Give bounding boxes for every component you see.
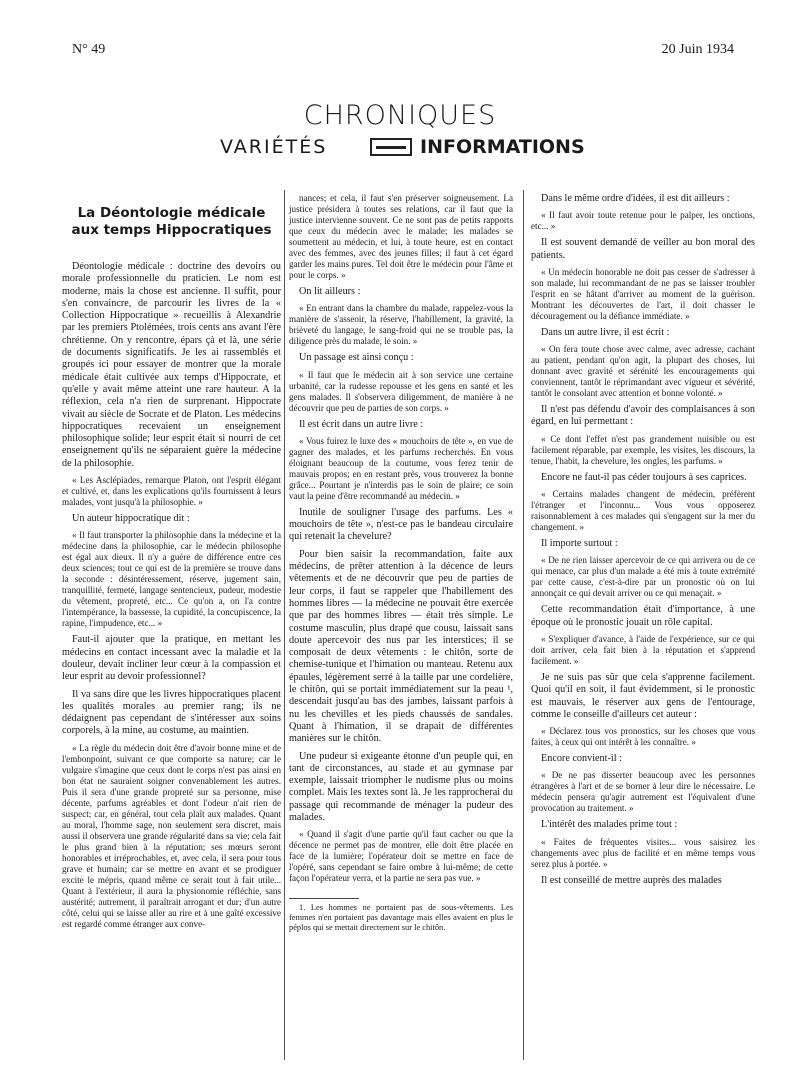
paragraph: Inutile de souligner l'usage des parfums. Les « mouchoirs de tête », n'est-ce pas le bandeau circulaire qui retenait la chevelure? [289, 506, 513, 543]
paragraph: Il est conseillé de mettre auprès des malades [541, 874, 722, 886]
quote: « Un médecin honorable ne doit pas cesser de s'adresser à son malade, lui recommandant de ne pas se laisser troubler l'esprit en se hâtant d'arriver au moment de la guérison. Montrant les découvertes de l'art, il doit chasser le découragement ou la défiance immédiate. » [531, 266, 755, 321]
column-1 [62, 205, 281, 935]
quote: « De ne rien laisser apercevoir de ce qui arrivera ou de ce qui menace, car plus d'un malade a été mis à toute extrémité par cette cause, c'est-à-dire par un pronostic où on lui annonçait ce qui devait arriver ou ce qui menaçait. » [531, 555, 755, 599]
footnote-rule [289, 898, 359, 899]
issue-number: N° 49 [72, 42, 106, 57]
quote: « On fera toute chose avec calme, avec adresse, cachant au patient, pendant qu'on agit, la plupart des choses, lui donnant avec gravité et sérénité les encouragements qui conviennent, tantôt le réprimandant avec vigueur et sévérité, tantôt le consolant avec attention et bonne volonté. » [531, 344, 755, 399]
quote: « Déclarez tous vos pronostics, sur les choses que vous faites, à ceux qui ont intérêt à les connaître. » [531, 726, 755, 748]
lead-in: L'intérêt des malades prime tout : [541, 819, 678, 831]
issue-date: 20 Juin 1934 [661, 42, 734, 57]
paragraph: Déontologie médicale : doctrine des devoirs ou morale professionnelle du praticien. Le nom est moderne, mais la chose est ancienne. Il suffit, pour s'en convaincre, de parcourir les livres de la « Collection Hippocratique » recueillis à Alexandrie par les premiers Ptolémées, trois cents ans avant l'ère chrétienne. On y rencontre, épars çà et là, une série de documents significatifs. Je les ai rassemblés et groupés ici pour essayer de montrer que la morale médicale était cultivée aux temps d'Hippocrate, et qu'elle y avait même atteint une rare hauteur. A la réflexion, cela n'a rien de surprenant. Hippocrate vivait au siècle de Socrate et de Platon. Les médecins hippocratiques recevaient un enseignement philosophique solide; leur esprit était si nourri de cet enseignement qu'ils ne séparaient guère la médecine de la philosophie. [62, 261, 281, 469]
lead-in: On lit ailleurs : [299, 286, 361, 297]
article-title-line-1: La Déontologie médicale [77, 205, 266, 221]
quote: « En entrant dans la chambre du malade, rappelez-vous la manière de s'asseoir, la réserve, l'habillement, la gravité, la brièveté du langage, le sang-froid qui ne se trouble pas, la diligence près du malade, le soin. » [289, 303, 513, 347]
section-title: CHRONIQUES [303, 100, 497, 131]
quote: « S'expliquer d'avance, à l'aide de l'expérience, sur ce qui doit arriver, cela fait bien à la réputation et s'apprend facilement. » [531, 633, 755, 666]
paragraph: Cette recommandation était d'importance, à une époque où le pronostic jouait un rôle capital. [531, 604, 755, 628]
quote: « La règle du médecin doit être d'avoir bonne mine et de l'embonpoint, suivant ce que comporte sa nature; car le vulgaire s'imagine que ceux dont le corps n'est pas ainsi en bon état ne sauraient soigner convenablement les autres. Puis il sera d'une grande propreté sur sa personne, mise décente, parfums agréables et dont l'odeur n'ait rien de suspect; car, en général, tout cela plaît aux malades. Quant au moral, l'homme sage, non seulement sera discret, mais aussi il observera une grande régularité dans sa vie; cela fait le plus grand bien à la réputation; ses mœurs seront honorables et irréprochables, et, avec cela, il sera pour tous grave et humain; car se mettre en avant et se prodiguer excite le mépris, quand même ce serait tout à fait utile... Quant à l'extérieur, il aura la physionomie réfléchie, sans austérité; autrement, il paraîtrait arrogant et dur; d'un autre côté, celui qui se laisse aller au rire et à une gaîté excessive est regardé comme étranger aux conve- [62, 742, 281, 929]
article-title-line-2: aux temps Hippocratiques [71, 222, 272, 238]
paragraph: Une pudeur si exigeante étonne d'un peuple qui, en tant de circonstances, au stade et au gymnase par exemple, laissait triompher le nudisme plus ou moins complet. Mais les textes sont là. Je les rapprocherai du passage qui recommande de ménager la pudeur des malades. [289, 750, 513, 824]
quote: « De ne pas disserter beaucoup avec les personnes étrangères à l'art et de se borner à leur dire le nécessaire. Le médecin pensera qu'agir autrement est l'équivalent d'une provocation au traitement. » [531, 770, 755, 814]
quote: « Vous fuirez le luxe des « mouchoirs de tête », en vue de gagner des malades, et les parfums recherchés. En vous éloignant beaucoup de la coutume, vous ferez tenir de mauvais propos; en en restant près, vous trouverez la bonne grâce... Pourtant je n'interdis pas le soin de plaire; ce soin vaut la peine d'être recommandé au médecin. » [289, 435, 513, 501]
column-divider [284, 190, 285, 1060]
quote: « Certains malades changent de médecin, préfèrent l'étranger et l'inconnu... Vous vous opposerez raisonnablement à ces malades qui s'engagent sur la mer du changement. » [531, 489, 755, 533]
paragraph: Dans le même ordre d'idées, il est dit ailleurs : [541, 193, 730, 204]
paragraph: Pour bien saisir la recommandation, faite aux médecins, de prêter attention à la décence de leurs vêtements et de ne découvrir que peu de parties de leur corps, il faut se rappeler que l'habillement des hommes libres — la médecine ne pouvait être exercée que par des hommes libres — était très simple. Le costume masculin, plus drapé que cousu, laissait sans doute apercevoir des nus par les interstices; il se composait de deux vêtements : le chitôn, sorte de chemise-tunique et l'himation ou manteau. Retenu aux épaules, légèrement serré à la taille par une cordelière, le chitôn, qui se portait immédiatement sur la peau ¹, descendait jusqu'au bas des jambes, laissant parfois à nu les chevilles et les pieds chaussés de sandales. Quant à l'himation, il se drapait de différentes manières sur le chitôn. [289, 548, 513, 745]
quote: « Quand il s'agit d'une partie qu'il faut cacher ou que la décence ne permet pas de montrer, elle doit être placée en face de la lumière; l'opérateur doit se mettre en face de l'opéré, sans cependant se faire ombre à lui-même; de cette façon l'opérateur verra, et la partie ne sera pas vue. » [289, 829, 513, 884]
quote: « Il faut que le médecin ait à son service une certaine urbanité, car la rudesse repousse et les gens en santé et les gens malades. Il s'observera diligemment, de manière à ne découvrir que peu de parties de son corps. » [289, 369, 513, 413]
lead-in: Il est écrit dans un autre livre : [299, 418, 424, 430]
lead-in: Un passage est ainsi conçu : [299, 352, 414, 364]
lead-in: Dans un autre livre, il est écrit : [541, 326, 670, 338]
section-subtitle-left: VARIÉTÉS [220, 136, 328, 158]
quote: « Ce dont l'effet n'est pas grandement nuisible ou est facilement réparable, par exemple, les visites, les discours, la tenue, l'habit, la chevelure, les ongles, les parfums. » [531, 433, 755, 466]
paragraph: Encore ne faut-il pas céder toujours à ses caprices. [541, 471, 747, 483]
quote: « Les Asclépiades, remarque Platon, ont l'esprit élégant et cultivé, et, dans les explications qu'ils fournissent à leurs malades, vont jusqu'à la philosophie. » [62, 475, 281, 508]
lead-in: Encore convient-il : [541, 753, 622, 765]
column-divider [523, 190, 524, 1060]
column-3 [531, 193, 755, 892]
paragraph: Il est souvent demandé de veiller au bon moral des patients. [531, 237, 755, 261]
lead-in: Il importe surtout : [541, 538, 618, 550]
quote: nances; et cela, il faut s'en préserver soigneusement. La justice présidera à toutes ses relations, car il faut que la justice intervienne souvent. Ce ne sont pas de petits rapports que ceux du médecin avec le malade; les malades se soumettent au médecin, et lui, à toute heure, est en contact avec des femmes, avec des jeunes filles; il faut à cet égard garder les mains pures. Tel doit être le médecin pour l'âme et pour le corps. » [289, 193, 513, 280]
lead-in: Un auteur hippocratique dit : [72, 513, 190, 525]
section-subtitle-right: INFORMATIONS [420, 136, 585, 158]
paragraph: Faut-il ajouter que la pratique, en mettant les médecins en contact incessant avec la maladie et la douleur, devait incliner leur cœur à la compassion et leur esprit au devoir professionnel? [62, 634, 281, 683]
quote: « Il faut avoir toute retenue pour le palper, les onctions, etc... » [531, 210, 755, 232]
footnote: 1. Les hommes ne portaient pas de sous-vêtements. Les femmes n'en portaient pas davantage mais elles avaient en plus le péplos qui se mettait directement sur le chitôn. [289, 903, 513, 933]
paragraph: Il va sans dire que les livres hippocratiques placent les qualités morales au premier rang; ils ne dédaignent pas cependant de s'intéresser aux soins corporels, à la mine, au costume, au maintien. [62, 688, 281, 737]
article-title [62, 205, 281, 239]
ornament-icon [370, 138, 412, 156]
quote: « Faites de fréquentes visites... vous saisirez les changements avec plus de facilité et en même temps vous serez plus à portée. » [531, 836, 755, 869]
quote: « Il faut transporter la philosophie dans la médecine et la médecine dans la philosophie, car le médecin philosophe est égal aux dieux. Il n'y a guère de différence entre ces deux sciences; tout ce qui est de la première se trouve dans la seconde : désintéressement, réserve, jugement sain, tranquillité, fermeté, langage sentencieux, pudeur, modestie du vêtement, propreté, etc... Ce qu'on a, on l'a contre l'intempérance, la bassesse, la cupidité, la concupiscence, la rapine, l'impudence, etc... » [62, 530, 281, 629]
column-2 [289, 193, 513, 938]
paragraph: Je ne suis pas sûr que cela s'apprenne facilement. Quoi qu'il en soit, il faut évidemment, si le pronostic est mauvais, le réserver aux gens de l'entourage, comme le conseille d'ailleurs cet auteur : [531, 671, 755, 720]
paragraph: Il n'est pas défendu d'avoir des complaisances à son égard, en lui permettant : [531, 404, 755, 428]
